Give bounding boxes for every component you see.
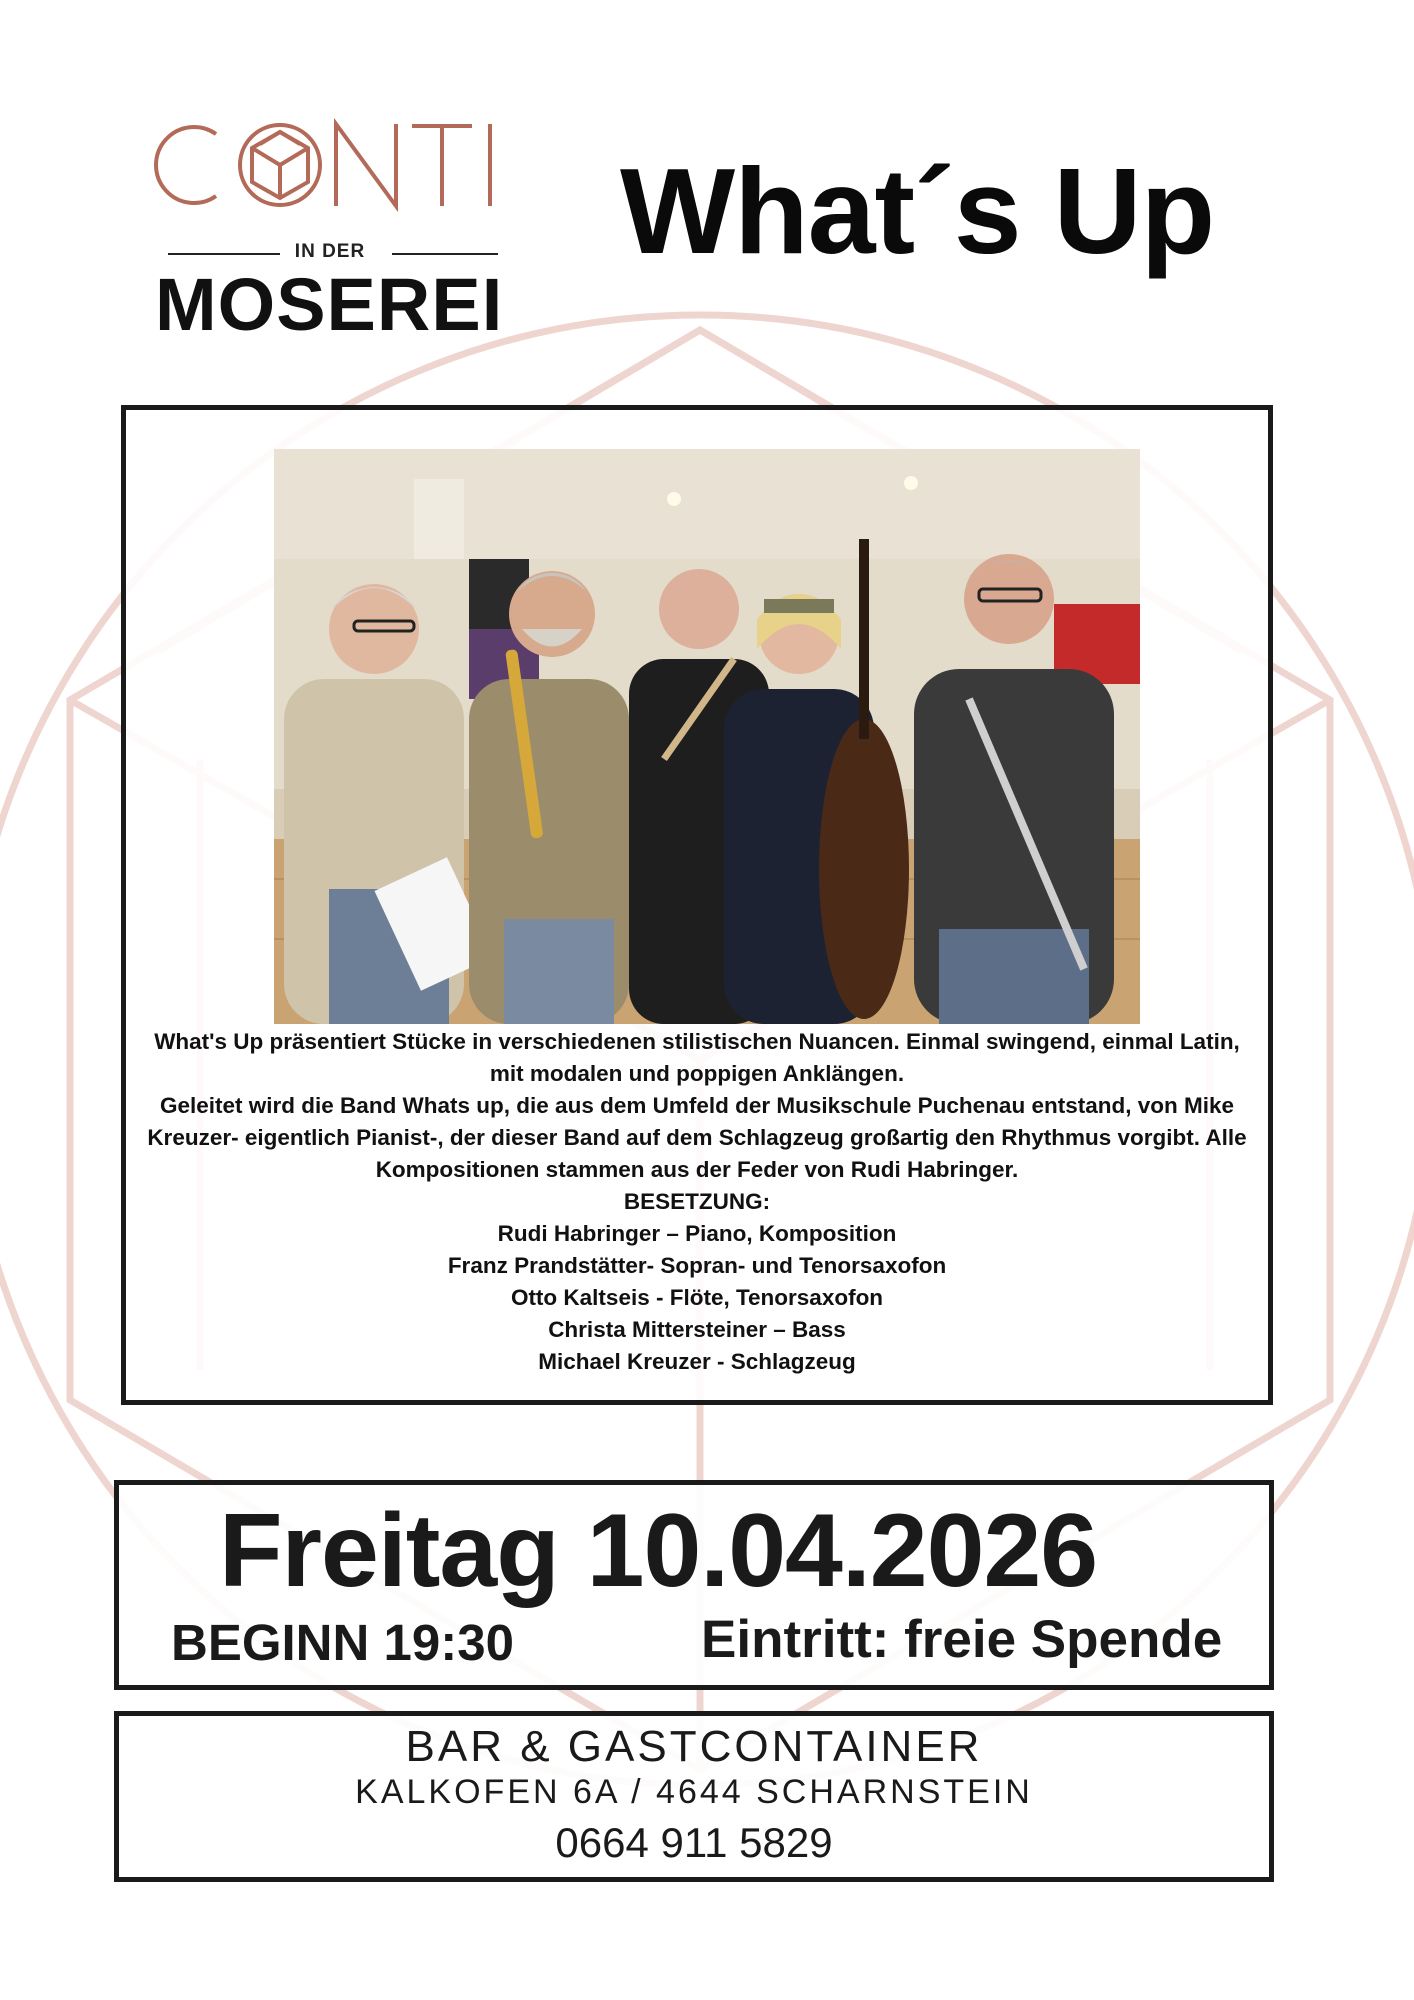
- lineup-item: Franz Prandstätter- Sopran- und Tenorsaxofon: [447, 1253, 947, 1278]
- logo-inder-text: IN DER: [294, 241, 366, 262]
- lineup-heading: BESETZUNG:: [623, 1189, 771, 1214]
- venue-box: [114, 1711, 1274, 1882]
- logo-moserei-text: MOSEREI: [155, 263, 504, 346]
- admission: Eintritt: freie Spende: [701, 1610, 1223, 1669]
- description-line: What's Up präsentiert Stücke in verschiedenen stilistischen Nuancen. Einmal swingend, einmal Latin, mit modalen und poppigen Anklängen.: [154, 1029, 1240, 1086]
- logo-divider-right: [392, 253, 498, 255]
- lineup-item: Rudi Habringer – Piano, Komposition: [497, 1221, 897, 1246]
- event-date: Freitag 10.04.2026: [219, 1493, 1098, 1609]
- venue-phone[interactable]: 0664 911 5829: [555, 1819, 833, 1866]
- description-line: Geleitet wird die Band Whats up, die aus dem Umfeld der Musikschule Puchenau entstand, von Mike Kreuzer- eigentlich Pianist-, der dieser Band auf dem Schlagzeug großartig den Rhythmus vorgibt. Alle Kompositionen stammen aus der Feder von Rudi Habringer.: [147, 1093, 1247, 1182]
- lineup-item: Christa Mittersteiner – Bass: [548, 1317, 846, 1342]
- event-description: [146, 1026, 1248, 1378]
- band-photo: [274, 449, 1140, 1024]
- venue-address: KALKOFEN 6A / 4644 SCHARNSTEIN: [355, 1773, 1033, 1811]
- lineup-item: Michael Kreuzer - Schlagzeug: [538, 1349, 856, 1374]
- lineup-item: Otto Kaltseis - Flöte, Tenorsaxofon: [510, 1285, 884, 1310]
- band-photo-illustration: [274, 449, 1140, 1024]
- event-info-box: [121, 405, 1273, 1405]
- venue-title: BAR & GASTCONTAINER: [405, 1722, 983, 1771]
- start-time: BEGINN 19:30: [171, 1614, 514, 1671]
- date-box: [114, 1480, 1274, 1690]
- conti-wordmark: [150, 110, 510, 230]
- event-title: What´s Up: [620, 143, 1215, 279]
- venue-logo: [150, 110, 510, 350]
